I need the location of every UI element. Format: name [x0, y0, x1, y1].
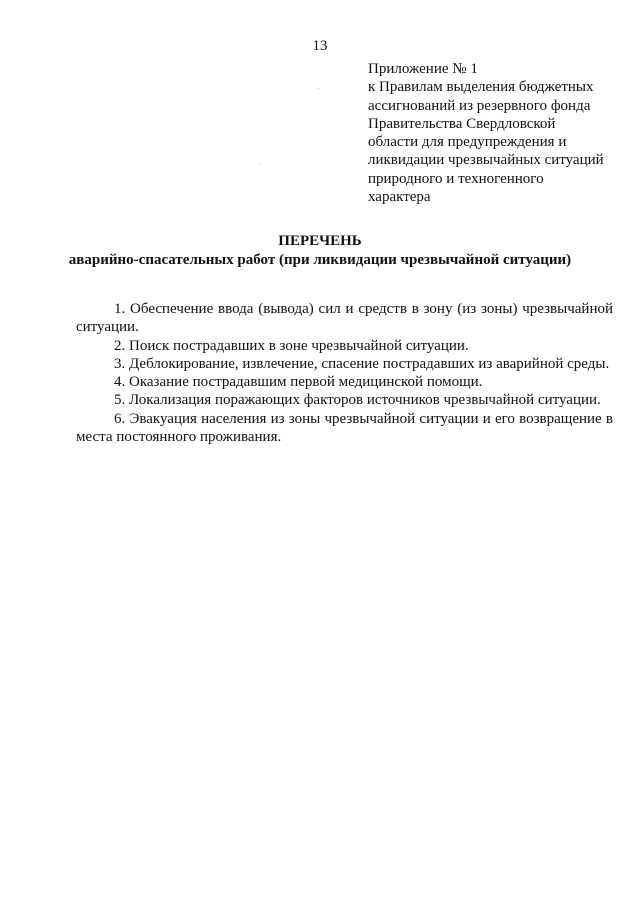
document-heading — [0, 232, 640, 270]
scan-speck — [259, 163, 260, 164]
appendix-note — [368, 60, 630, 206]
heading-title: ПЕРЕЧЕНЬ — [278, 233, 362, 249]
appendix-line: Правительства Свердловской — [368, 115, 556, 132]
list-item: 6. Эвакуация населения из зоны чрезвычайной ситуации и его возвращение в места постоянного проживания. — [76, 410, 613, 446]
appendix-line: к Правилам выделения бюджетных — [368, 79, 594, 96]
list-item: 2. Поиск пострадавших в зоне чрезвычайной ситуации. — [114, 337, 469, 354]
appendix-line: характера — [368, 189, 431, 206]
scan-speck — [318, 88, 319, 89]
appendix-line: ассигнований из резервного фонда — [368, 97, 591, 114]
appendix-line: области для предупреждения и — [368, 134, 567, 151]
list-item: 5. Локализация поражающих факторов источников чрезвычайной ситуации. — [114, 392, 601, 409]
appendix-line: Приложение № 1 — [368, 61, 478, 77]
page-number: 13 — [312, 38, 328, 54]
works-list — [76, 300, 613, 446]
heading-subtitle: аварийно-спасательных работ (при ликвидации чрезвычайной ситуации) — [68, 252, 572, 268]
list-item: 4. Оказание пострадавшим первой медицинской помощи. — [114, 374, 483, 391]
list-item: 1. Обеспечение ввода (вывода) сил и средств в зону (из зоны) чрезвычайной ситуации. — [76, 301, 613, 336]
appendix-line: ликвидации чрезвычайных ситуаций — [368, 152, 604, 169]
list-item: 3. Деблокирование, извлечение, спасение пострадавших из аварийной среды. — [114, 355, 610, 372]
appendix-line: природного и техногенного — [368, 170, 544, 187]
